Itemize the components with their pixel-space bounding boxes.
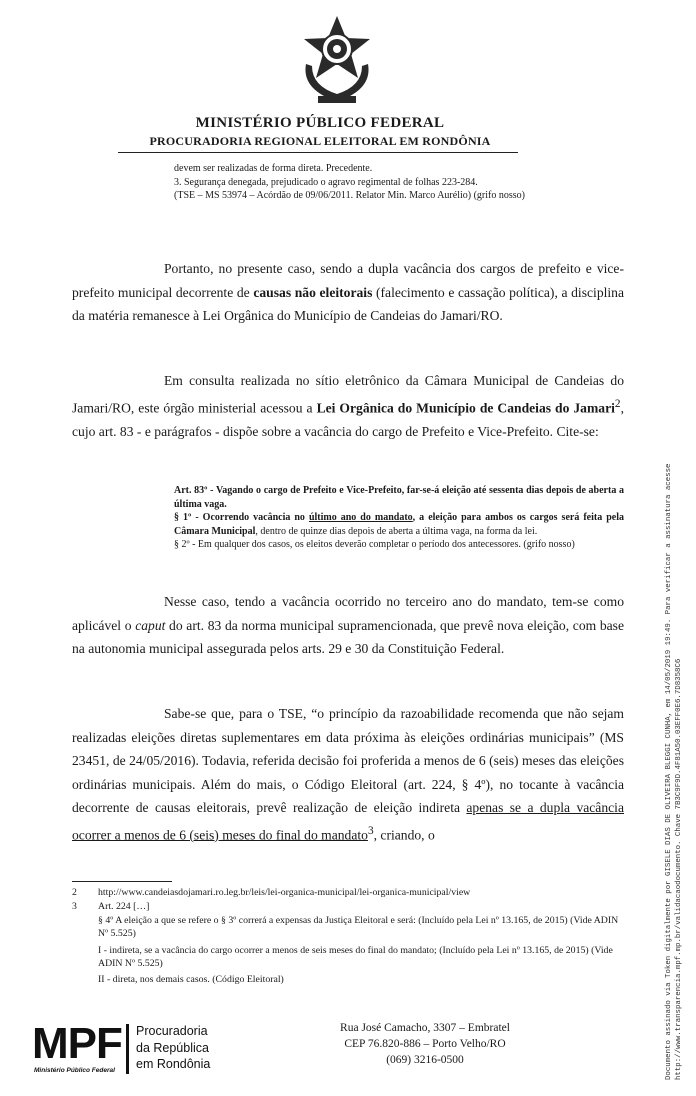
quote-line: 3. Segurança denegada, prejudicado o agravo regimental de folhas 223-284. bbox=[174, 176, 478, 188]
footnote-3-item1: I - indireta, se a vacância do cargo ocorrer a menos de seis meses do final do mandato; (Incluído pela Lei nº 13.165, de 2015) (Vide ADIN Nº 5.525) bbox=[98, 945, 613, 969]
header-divider bbox=[118, 152, 518, 153]
digital-signature-stamp: Documento assinado via Token digitalmente por GISELE DIAS DE OLIVEIRA BLEGGI CUNHA, em 14/05/2019 19:49. Para verificar a assinatura acesse http://www.transparencia.mpf.mp.br/validacaodocumento. Chave 7B3C9F9D.4F81A50.03EFF0E6.7D8358C6 bbox=[665, 463, 683, 1080]
footnote-3-item2: II - direta, nos demais casos. (Código Eleitoral) bbox=[98, 974, 284, 985]
paragraph-portanto: Portanto, no presente caso, sendo a dupla vacância dos cargos de prefeito e vice-prefeito municipal decorrente de causas não eleitorais (falecimento e cassação política), a disciplina da matéria remanesce à Lei Orgânica do Município de Candeias do Jamari/RO. bbox=[72, 261, 624, 323]
paragraph-nesse-caso: Nesse caso, tendo a vacância ocorrido no terceiro ano do mandato, tem-se como aplicável o caput do art. 83 da norma municipal supramencionada, que prevê nova eleição, com base na autonomia municipal assegurada pelos arts. 29 e 30 da Constituição Federal. bbox=[72, 594, 625, 656]
header-org-title: MINISTÉRIO PÚBLICO FEDERAL bbox=[195, 115, 445, 131]
law-article-quote bbox=[174, 484, 624, 552]
emphasis-causas: causas não eleitorais bbox=[253, 284, 373, 300]
footnote-2: 2 http://www.candeiasdojamari.ro.leg.br/leis/lei-organica-municipal/lei-organica-municipal/view bbox=[72, 887, 471, 898]
footer-address bbox=[330, 1020, 520, 1068]
quote-line: devem ser realizadas de forma direta. Precedente. bbox=[174, 163, 373, 174]
footnote-link[interactable]: http://www.candeiasdojamari.ro.leg.br/leis/lei-organica-municipal/lei-organica-municipal/view bbox=[98, 887, 471, 898]
article-83: Art. 83º - Vagando o cargo de Prefeito e Vice-Prefeito, far-se-á eleição até sessenta dias depois de aberta a última vaga. bbox=[174, 485, 624, 510]
address-street: Rua José Camacho, 3307 – Embratel bbox=[340, 1022, 510, 1034]
mpf-logo-subtitle: Ministério Público Federal bbox=[34, 1067, 115, 1074]
paragraph-1: § 1º - Ocorrendo vacância no último ano do mandato, a eleição para ambos os cargos será feita pela Câmara Municipal, dentro de quinze dias depois de aberta a última vaga, na forma da lei. bbox=[174, 512, 624, 537]
footer-org-name: Procuradoria da República em Rondônia bbox=[136, 1024, 211, 1071]
top-citation-quote bbox=[174, 162, 624, 203]
footnote-ref: 2 bbox=[614, 397, 621, 410]
address-phone: (069) 3216-0500 bbox=[386, 1054, 464, 1066]
coat-of-arms-seal bbox=[298, 14, 376, 106]
mpf-logo-bar bbox=[126, 1024, 129, 1074]
quote-line: (TSE – MS 53974 – Acórdão de 09/06/2011. Relator Min. Marco Aurélio) (grifo nosso) bbox=[174, 190, 525, 201]
mpf-logo-letters: MPF bbox=[32, 1019, 122, 1068]
footnote-3: 3 Art. 224 […] bbox=[72, 901, 150, 912]
emphasis-lei-organica: Lei Orgânica do Município de Candeias do Jamari bbox=[316, 400, 615, 416]
footnote-ref: 3 bbox=[367, 824, 374, 837]
address-cep: CEP 76.820-886 – Porto Velho/RO bbox=[344, 1038, 506, 1050]
paragraph-2: § 2º - Em qualquer dos casos, os eleitos deverão completar o período dos antecessores. (grifo nosso) bbox=[174, 539, 575, 550]
italic-caput: caput bbox=[135, 617, 166, 633]
underlined-apenas: apenas se a dupla vacância ocorrer a menos de 6 (seis) meses do final do mandato bbox=[72, 800, 624, 843]
header-org-subtitle: PROCURADORIA REGIONAL ELEITORAL EM RONDÔNIA bbox=[149, 134, 491, 148]
footnote-divider bbox=[72, 881, 172, 882]
mpf-logo bbox=[24, 1018, 224, 1082]
paragraph-consulta: Em consulta realizada no sítio eletrônico da Câmara Municipal de Candeias do Jamari/RO, este órgão ministerial acessou a Lei Orgânica do Município de Candeias do Jamari$^2$, cujo art. 83 - e parágrafos - dispõe sobre a vacância do cargo de Prefeito e Vice-Prefeito. Cite-se: bbox=[72, 373, 624, 439]
footnote-3-par4: § 4º A eleição a que se refere o § 3º correrá a expensas da Justiça Eleitoral e será: (Incluído pela Lei nº 13.165, de 2015) (Vide ADIN Nº 5.525) bbox=[98, 915, 619, 939]
paragraph-sabe-se: Sabe-se que, para o TSE, “o princípio da razoabilidade recomenda que não sejam realizadas eleições diretas suplementares em data próxima às eleições ordinárias municipais” (MS 23451, de 24/05/2016). Todavia, referida decisão foi proferida a menos de 6 (seis) meses das eleições ordinárias municipais. Além do mais, o Código Eleitoral (art. 224, § 4º), no tocante à vacância decorrente de causas eleitorais, prevê realização de eleição indireta apenas se a dupla vacância ocorrer a menos de 6 (seis) meses do final do mandato$^3$, criando, o bbox=[72, 706, 624, 843]
